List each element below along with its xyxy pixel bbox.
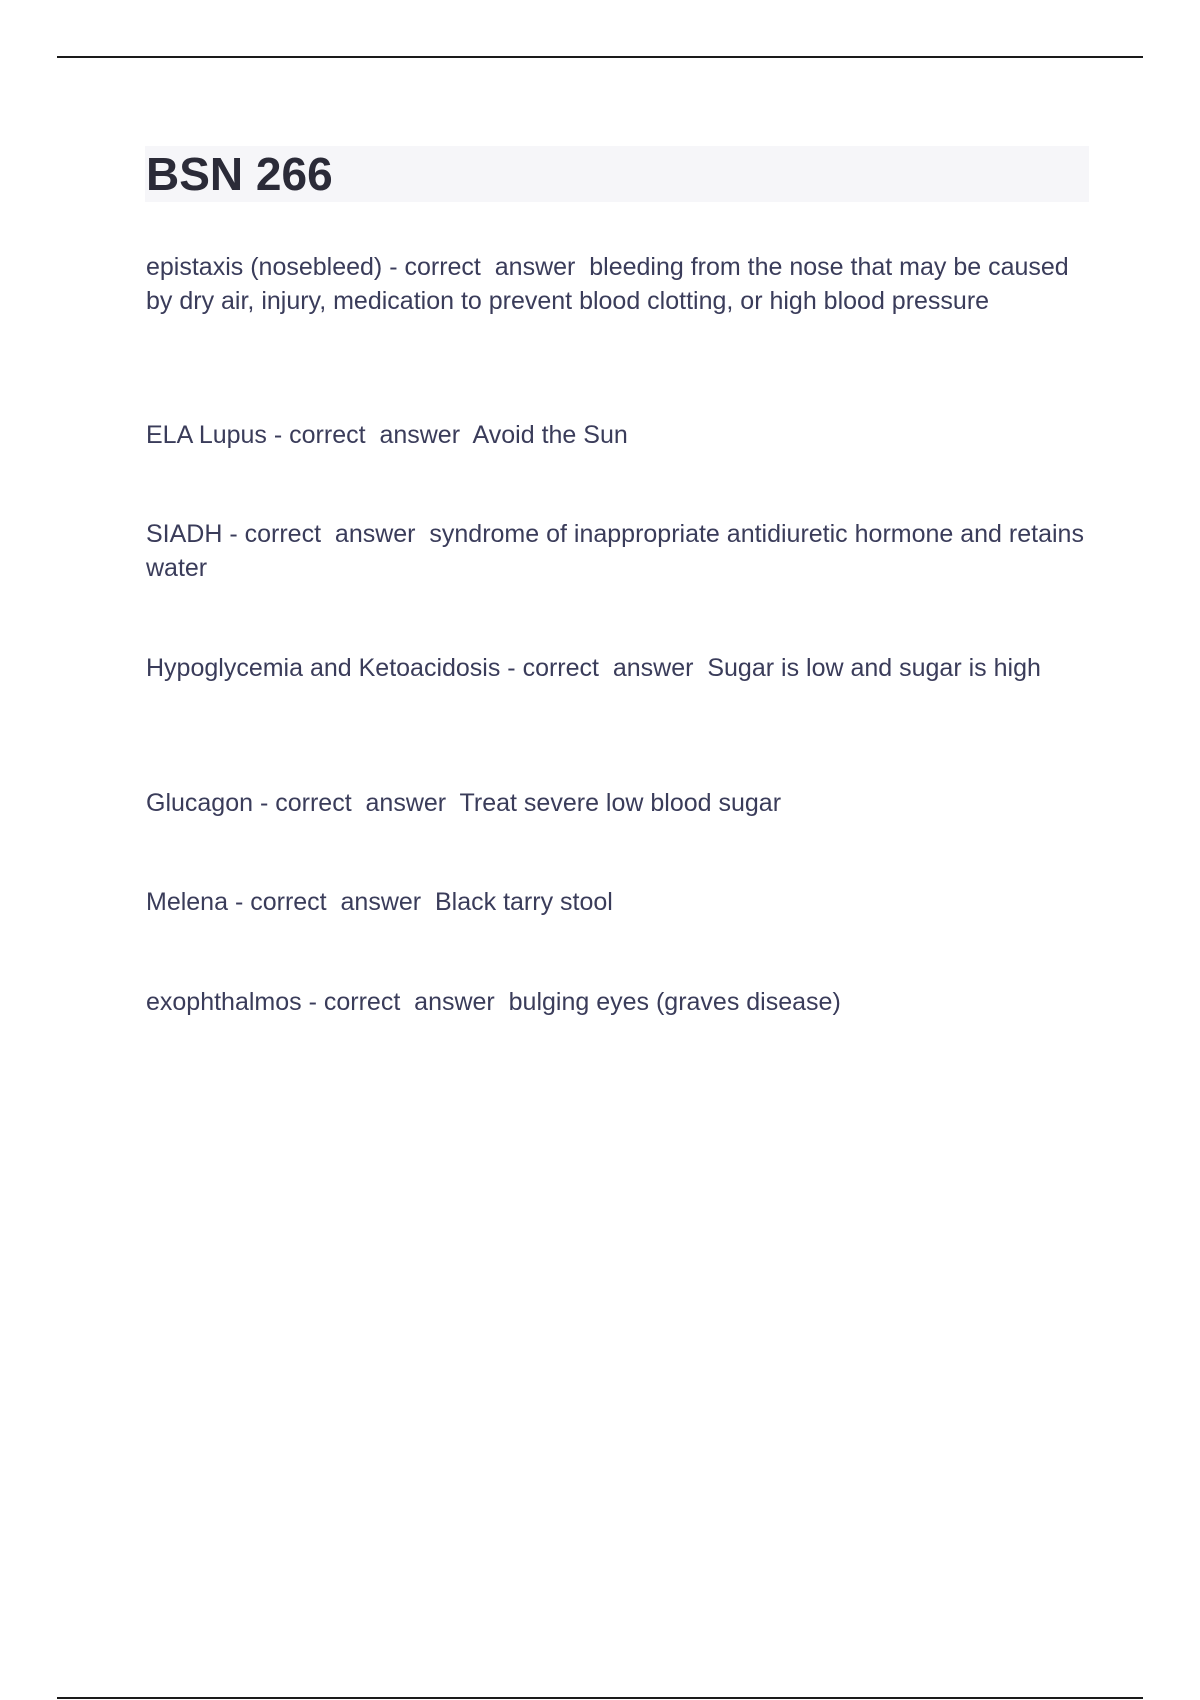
- top-divider: [57, 56, 1143, 58]
- flashcard-entry: exophthalmos - correct answer bulging eyes (graves disease): [146, 988, 841, 1016]
- flashcard-entry: Glucagon - correct answer Treat severe low blood sugar: [146, 789, 782, 817]
- flashcard-entry: epistaxis (nosebleed) - correct answer bleeding from the nose that may be caused by dry air, injury, medication to prevent blood clotting, or high blood pressure: [146, 253, 1076, 315]
- flashcard-entry: ELA Lupus - correct answer Avoid the Sun: [146, 421, 628, 449]
- flashcard-entry: SIADH - correct answer syndrome of inappropriate antidiuretic hormone and retains water: [146, 520, 1091, 582]
- page-title: BSN 266: [146, 148, 333, 200]
- flashcard-entry: Hypoglycemia and Ketoacidosis - correct answer Sugar is low and sugar is high: [146, 654, 1041, 682]
- bottom-divider: [57, 1697, 1143, 1699]
- flashcard-entry: Melena - correct answer Black tarry stool: [146, 888, 613, 916]
